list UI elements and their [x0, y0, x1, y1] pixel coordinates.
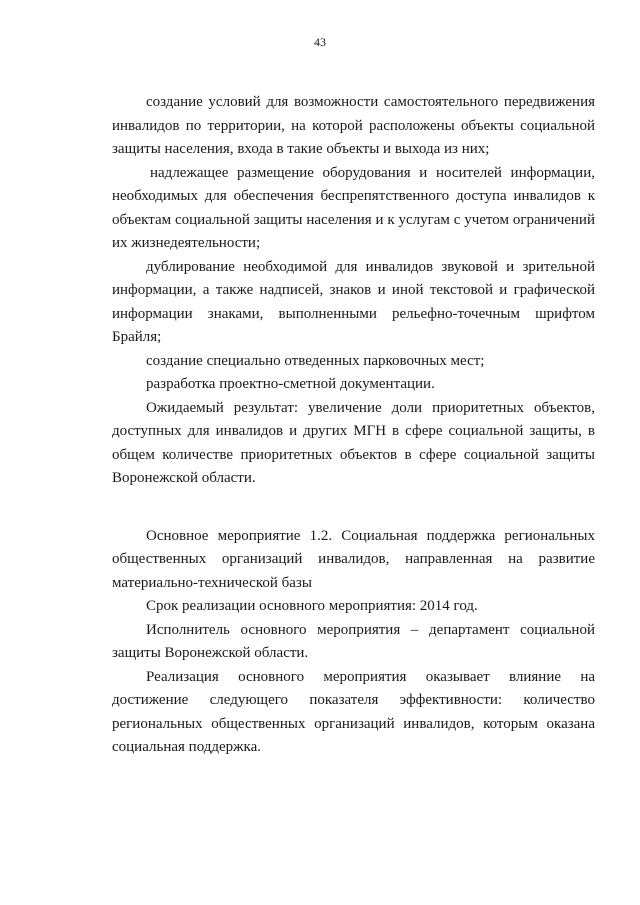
- paragraph-equipment-placement: надлежащее размещение оборудования и носителей информации, необходимых для обеспечения беспрепятственного доступа инвалидов к объектам социальной защиты населения и к услугам с учетом ограничений их жизнедеятельности;: [112, 164, 595, 251]
- paragraph-design-documentation: разработка проектно-сметной документации.: [146, 376, 435, 392]
- paragraph-main-activity-title: Основное мероприятие 1.2. Социальная поддержка региональных общественных организаций инвалидов, направленная на развитие материально-технической базы: [112, 527, 595, 591]
- paragraph-expected-result: Ожидаемый результат: увеличение доли приоритетных объектов, доступных для инвалидов и других МГН в сфере социальной защиты, в общем количестве приоритетных объектов в сфере социальной защиты Воронежской области.: [112, 399, 595, 486]
- page-number: 43: [314, 35, 326, 49]
- paragraph-information-duplication: дублирование необходимой для инвалидов звуковой и зрительной информации, а также надписей, знаков и иной текстовой и графической информации знаками, выполненными рельефно-точечным шрифтом Брайля;: [112, 258, 595, 345]
- paragraph-executor: Исполнитель основного мероприятия – департамент социальной защиты Воронежской области.: [112, 621, 595, 661]
- section-spacer: [112, 491, 595, 525]
- document-body: [112, 91, 595, 760]
- paragraph-movement-conditions: создание условий для возможности самостоятельного передвижения инвалидов по территории, на которой расположены объекты социальной защиты населения, входа в такие объекты и выхода из них;: [112, 94, 595, 157]
- paragraph-implementation-period: Срок реализации основного мероприятия: 2014 год.: [146, 598, 478, 614]
- paragraph-effect-on-indicator: Реализация основного мероприятия оказывает влияние на достижение следующего показателя эффективности: количество региональных общественных организаций инвалидов, которым оказана социальная поддержка.: [112, 668, 595, 755]
- paragraph-parking-spaces: создание специально отведенных парковочных мест;: [146, 352, 485, 369]
